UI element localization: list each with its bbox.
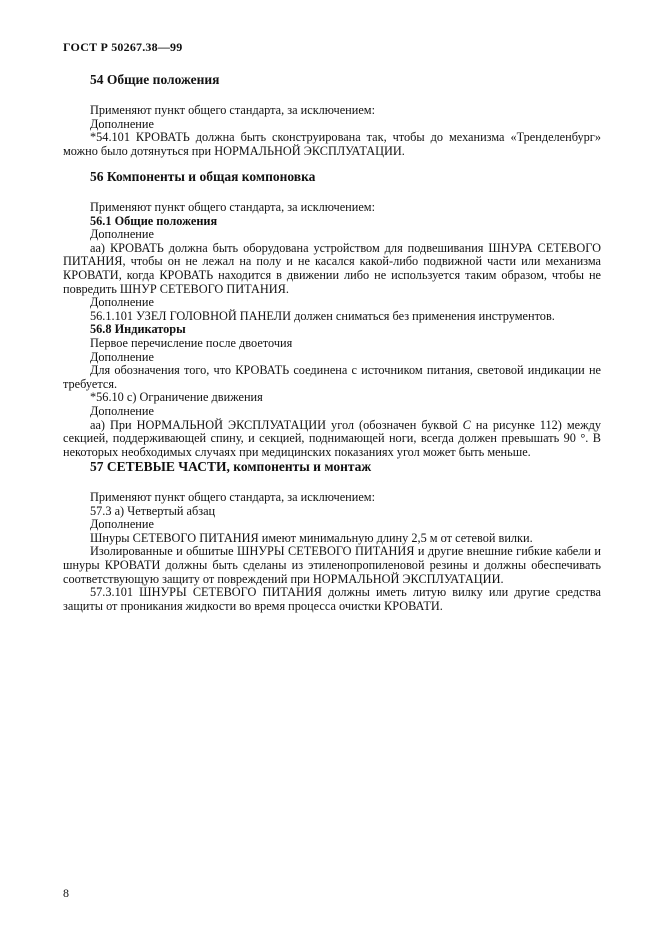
paragraph: 56.1.101 УЗЕЛ ГОЛОВНОЙ ПАНЕЛИ должен сниматься без применения инструментов. xyxy=(90,308,555,323)
paragraph: Дополнение xyxy=(90,517,154,532)
paragraph: Дополнение xyxy=(90,116,154,131)
subsection-title: 56.1 Общие положения xyxy=(90,213,218,228)
paragraph: Дополнение xyxy=(90,227,154,242)
paragraph: *56.10 с) Ограничение движения xyxy=(90,390,263,405)
paragraph: Первое перечисление после двоеточия xyxy=(90,335,293,350)
paragraph: Применяют пункт общего стандарта, за исключением: xyxy=(90,490,375,504)
paragraph: Дополнение xyxy=(90,295,154,310)
subsection-title: 56.8 Индикаторы xyxy=(90,322,186,337)
section-57 xyxy=(63,459,601,613)
paragraph: аа) КРОВАТЬ должна быть оборудована устройством для подвешивания ШНУРА СЕТЕВОГО ПИТАНИЯ, чтобы он не лежал на полу и не касался какой-либо подвижной части или механизма КРОВАТИ, когда КРОВАТЬ находится в движении либо не используется таким образом, чтобы не повредить ШНУР СЕТЕВОГО ПИТАНИЯ. xyxy=(63,240,601,296)
paragraph: Для обозначения того, что КРОВАТЬ соединена с источником питания, световой индикации не требуется. xyxy=(63,363,601,391)
paragraph: Шнуры СЕТЕВОГО ПИТАНИЯ имеют минимальную длину 2,5 м от сетевой вилки. xyxy=(90,530,533,545)
document-code: ГОСТ Р 50267.38—99 xyxy=(63,40,183,54)
section-56 xyxy=(63,169,601,459)
section-54 xyxy=(63,72,601,158)
paragraph: Дополнение xyxy=(90,349,154,364)
paragraph: Изолированные и обшитые ШНУРЫ СЕТЕВОГО ПИТАНИЯ и другие внешние гибкие кабели и шнуры КРОВАТИ должны быть сделаны из этиленопропиленовой резины и должны обеспечивать соответствующую защиту от повреждений при НОРМАЛЬНОЙ ЭКСПЛУАТАЦИИ. xyxy=(63,544,601,586)
paragraph: Применяют пункт общего стандарта, за исключением: xyxy=(90,103,375,117)
section-title: 54 Общие положения xyxy=(90,72,220,87)
paragraph: *54.101 КРОВАТЬ должна быть сконструирована так, чтобы до механизма «Тренделенбург» можно было дотянуться при НОРМАЛЬНОЙ ЭКСПЛУАТАЦИИ. xyxy=(63,130,601,158)
section-title: 56 Компоненты и общая компоновка xyxy=(90,169,316,184)
page-number: 8 xyxy=(63,886,69,900)
paragraph-text: аа) При НОРМАЛЬНОЙ ЭКСПЛУАТАЦИИ угол (обозначен буквой xyxy=(90,417,463,432)
angle-letter: C xyxy=(462,417,471,432)
paragraph: Применяют пункт общего стандарта, за исключением: xyxy=(90,200,375,214)
paragraph: Дополнение xyxy=(90,403,154,418)
paragraph: 57.3 а) Четвертый абзац xyxy=(90,503,216,518)
section-title: 57 СЕТЕВЫЕ ЧАСТИ, компоненты и монтаж xyxy=(90,459,372,474)
paragraph: 57.3.101 ШНУРЫ СЕТЕВОГО ПИТАНИЯ должны иметь литую вилку или другие средства защиты от проникания жидкости во время процесса очистки КРОВАТИ. xyxy=(63,585,601,613)
paragraph-text: на рисунке 112) между секцией, поддерживающей спину, и секцией, поднимающей ноги, всегда должен превышать 90 °. В некоторых необходимых случаях при медицинских показаниях угол может быть меньше. xyxy=(63,417,601,459)
paragraph xyxy=(63,419,601,460)
